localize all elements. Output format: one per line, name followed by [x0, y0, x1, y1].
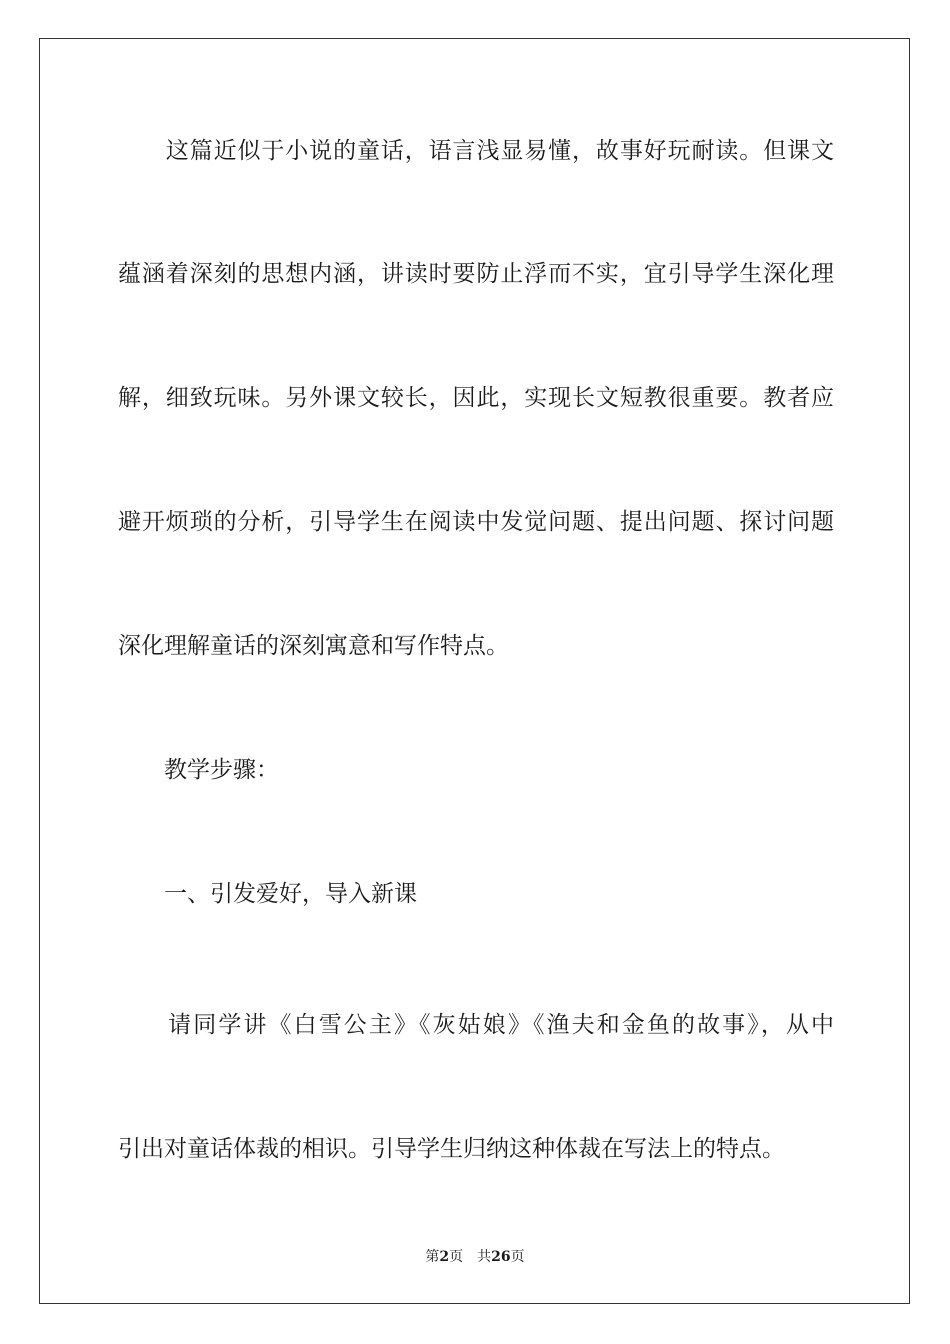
page-footer: [0, 1248, 950, 1266]
body-line-3: 解，细致玩味。另外课文较长，因此，实现长文短教很重要。教者应: [118, 385, 834, 411]
page-number: 2: [439, 1249, 450, 1265]
total-prefix: 共: [477, 1249, 492, 1265]
body-line-1: 这篇近似于小说的童话，语言浅显易懂，故事好玩耐读。但课文: [118, 138, 834, 164]
step-heading-1: 一、引发爱好，导入新课: [118, 881, 417, 907]
total-pages: 26: [491, 1249, 511, 1265]
body-line-5: 深化理解童话的深刻寓意和写作特点。: [118, 633, 509, 659]
section-heading-teaching-steps: 教学步骤：: [118, 757, 279, 783]
body-line-4: 避开烦琐的分析，引导学生在阅读中发觉问题、提出问题、探讨问题: [118, 509, 834, 535]
total-unit: 页: [510, 1249, 525, 1265]
body-line-8: 请同学讲《白雪公主》《灰姑娘》《渔夫和金鱼的故事》，从中: [118, 1012, 834, 1038]
page-border: [39, 38, 910, 1304]
page-prefix: 第: [425, 1249, 440, 1265]
page-unit: 页: [449, 1249, 464, 1265]
body-line-9: 引出对童话体裁的相识。引导学生归纳这种体裁在写法上的特点。: [118, 1136, 785, 1162]
body-line-2: 蕴涵着深刻的思想内涵，讲读时要防止浮而不实，宜引导学生深化理: [118, 261, 834, 287]
